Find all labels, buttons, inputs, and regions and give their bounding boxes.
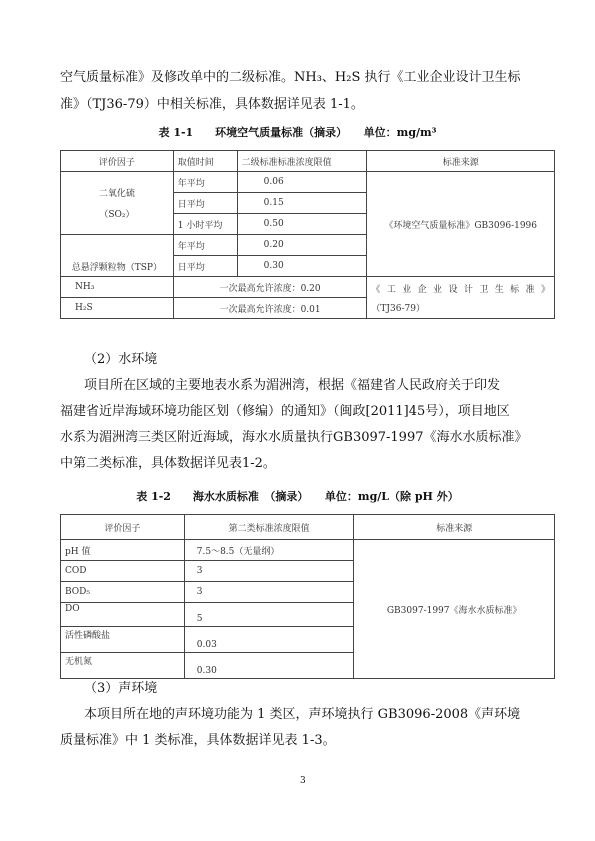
table-1-1 [60,150,555,319]
table-cell: BOD₅ [61,582,185,603]
noise-line2: 质量标准》中 1 类标准，具体数据详见表 1-3。 [60,733,336,748]
table-cell: 日平均 [173,193,237,214]
table-header-cell: 评价因子 [61,515,185,540]
so2-formula: （SO₂） [99,210,135,220]
so2-name: 二氧化硫 [98,189,135,199]
table-cell: 无机氮 [61,653,185,679]
table-cell: pH 值 [61,540,185,561]
table-cell: 7.5～8.5（无量纲） [184,540,354,561]
table-header-row [61,515,555,540]
h2s-value-cell: 一次最高允许浓度：0.01 [173,298,367,319]
table-cell: 3 [184,561,354,582]
table-cell: 0.30 [184,653,354,679]
table-cell: 0.50 [237,214,367,235]
table2-title: 表 1-2 海水水质标准 （摘录） 单位：mg/L（除 pH 外） [136,490,459,503]
table-cell: COD [61,561,185,582]
air-intro-line1: 空气质量标准》及修改单中的二级标准。NH₃、H₂S 执行《工业企业设计卫生标 [60,70,521,85]
source2-line2: （TJ36-79） [371,303,425,314]
table-header-row [61,151,555,172]
source2-cell [367,277,555,319]
table-header-cell: 取值时间 [173,151,237,172]
source2-line1: 《工业企业设计卫生标准》 [371,284,550,295]
table-row [61,172,555,193]
table-cell: 0.15 [237,193,367,214]
water-line4: 中第二类标准，具体数据详见表1-2。 [60,456,276,471]
table-header-cell: 评价因子 [61,151,174,172]
table-cell: 3 [184,582,354,603]
nh3-value-cell: 一次最高允许浓度：0.20 [173,277,367,298]
water-line3: 水系为湄洲湾三类区附近海域，海水水质量执行GB3097-1997《海水水质标准》 [60,430,528,445]
water-line2: 福建省近岸海域环境功能区划（修编）的通知》（闽政[2011]45号），项目地区 [60,404,510,419]
h2s-cell: H₂S [61,298,174,319]
table-cell: DO [61,603,185,627]
table-cell: 5 [184,603,354,627]
table-cell: 0.03 [184,627,354,653]
table-cell: 日平均 [173,256,237,277]
table-cell: 1 小时平均 [173,214,237,235]
nh3-cell: NH₃ [61,277,174,298]
source-cell: GB3097-1997《海水水质标准》 [354,540,555,679]
source-cell: 《环境空气质量标准》GB3096-1996 [367,172,555,277]
table-cell: 0.30 [237,256,367,277]
water-heading: （2）水环境 [84,352,158,367]
table-row [61,277,555,298]
table-row [61,540,555,561]
noise-heading: （3）声环境 [84,681,158,696]
table-header-cell: 标准来源 [367,151,555,172]
noise-line1: 本项目所在地的声环境功能为 1 类区，声环境执行 GB3096-2008《声环境 [84,707,521,722]
table-cell: 0.06 [237,172,367,193]
page-number: 3 [300,776,306,786]
table-header-cell: 二级标准标准浓度限值 [237,151,367,172]
table-cell: 年平均 [173,172,237,193]
table-cell: 活性磷酸盐 [61,627,185,653]
tsp-factor-cell: 总悬浮颗粒物（TSP） [61,235,174,277]
table-header-cell: 第二类标准浓度限值 [184,515,354,540]
table-header-cell: 标准来源 [354,515,555,540]
air-intro-line2: 准》（TJ36-79）中相关标准，具体数据详见表 1-1。 [60,97,364,112]
table1-title: 表 1-1 环境空气质量标准（摘录） 单位：mg/m³ [158,126,437,139]
table-cell: 0.20 [237,235,367,256]
table-cell: 年平均 [173,235,237,256]
table-1-2 [60,514,555,679]
so2-factor-cell [61,172,174,235]
water-line1: 项目所在区域的主要地表水系为湄洲湾，根据《福建省人民政府关于印发 [84,378,501,393]
